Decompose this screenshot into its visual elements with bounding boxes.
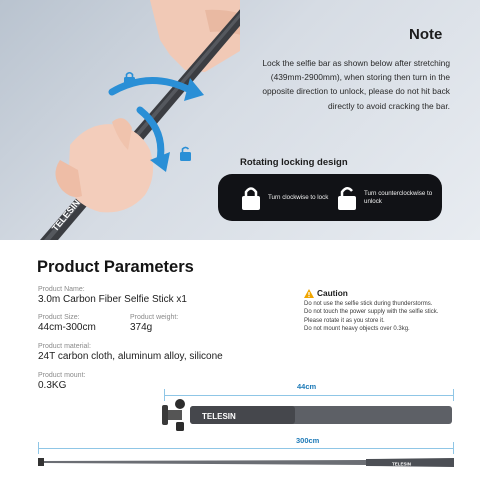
caution-line: Please rotate it as you store it.	[304, 317, 385, 324]
weight-value: 374g	[130, 322, 153, 333]
params-title: Product Parameters	[37, 258, 194, 276]
lock-label: Turn clockwise to lock	[268, 193, 329, 201]
weight-label: Product weight:	[130, 314, 179, 321]
unlock-label: Turn counterclockwise to unlock	[364, 189, 433, 205]
extended-stick-illustration	[36, 452, 456, 474]
size-value: 44cm-300cm	[38, 322, 96, 333]
size-label: Product Size:	[38, 314, 80, 321]
stick-brand-text: TELESIN	[49, 197, 82, 234]
hands-holding-stick-illustration	[0, 0, 240, 240]
mount-value: 0.3KG	[38, 380, 67, 391]
dim-line-long	[38, 448, 454, 449]
caution-line: Do not use the selfie stick during thunderstorms.	[304, 301, 433, 307]
dim-label-long: 300cm	[296, 436, 320, 445]
name-value: 3.0m Carbon Fiber Selfie Stick x1	[38, 294, 187, 305]
stick-brand-text: TELESIN	[202, 412, 236, 421]
lock-item	[240, 181, 338, 214]
locking-title: Rotating locking design	[240, 157, 348, 168]
collapsed-stick-illustration	[158, 398, 458, 432]
stick-brand-text: TELESIN	[392, 461, 412, 467]
material-label: Product material:	[38, 343, 91, 350]
unlock-icon	[336, 185, 358, 211]
caution-title	[304, 288, 348, 298]
caution-line: Do not mount heavy objects over 0.3kg.	[304, 325, 410, 332]
mount-label: Product mount:	[38, 372, 86, 379]
caution-title-text: Caution	[317, 288, 348, 298]
dim-line-short	[164, 395, 454, 396]
note-title: Note	[409, 26, 443, 43]
dim-label-short: 44cm	[297, 382, 317, 391]
material-value: 24T carbon cloth, aluminum alloy, silicone	[38, 351, 223, 362]
unlock-item	[336, 181, 434, 214]
lock-icon	[240, 185, 262, 211]
caution-list	[304, 300, 474, 333]
note-text: Lock the selfie bar as shown below after stretching (439mm-2900mm), when storing then turn in the opposite direction to unlock, please do not hit back directly to avoid cracking the bar.	[262, 58, 450, 111]
warning-icon	[304, 289, 314, 298]
locking-bar	[218, 174, 442, 221]
name-label: Product Name:	[38, 286, 85, 293]
caution-line: Do not touch the power supply with the selfie stick.	[304, 309, 439, 316]
